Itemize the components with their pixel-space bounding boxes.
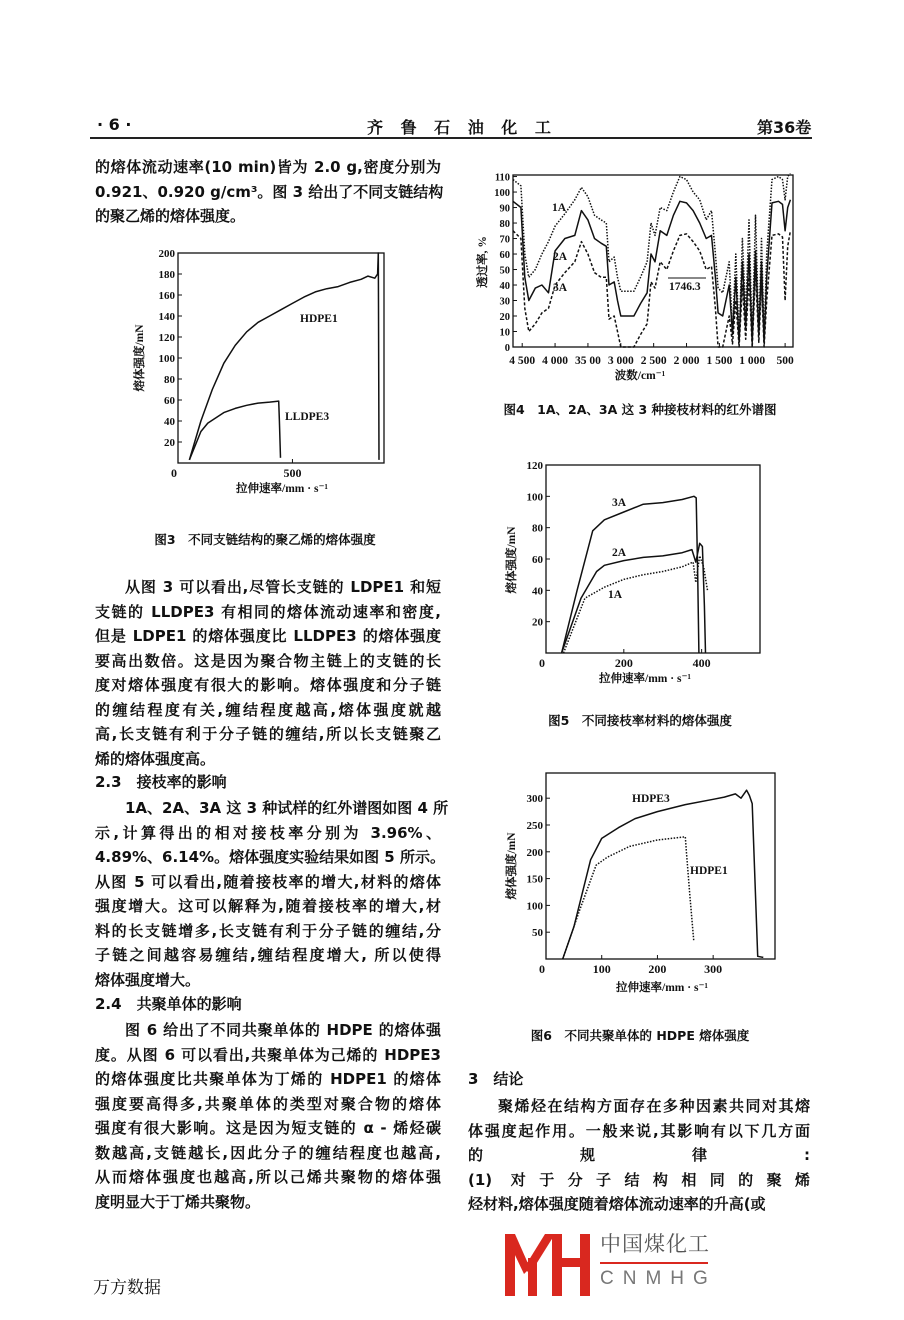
x-tick-label: 200: [614, 656, 633, 670]
y-tick-label: 110: [494, 172, 510, 184]
y-tick-label: 40: [164, 416, 175, 428]
text-line: 数越高,支链越长,因此分子的缠结程度也越高,: [95, 1143, 441, 1162]
x-tick-label: 4 000: [542, 355, 569, 367]
series-label-hdpe1: HDPE1: [300, 313, 338, 325]
x-tick-label: 500: [283, 466, 302, 480]
x-axis-label: 波数/cm⁻¹: [614, 370, 666, 382]
x-axis-label: 拉伸速率/mm · s⁻¹: [236, 483, 328, 495]
x-tick-label: 400: [692, 656, 711, 670]
y-tick-label: 120: [158, 332, 175, 344]
text-line: 但是 LDPE1 的熔体强度比 LLDPE3 的熔体强度: [95, 627, 441, 645]
text-line: 强度有很大影响。这是因为短支链的 α - 烯烃碳: [95, 1119, 441, 1137]
text-line: (1) 对于分子结构相同的聚烯: [468, 1170, 810, 1189]
series-label-hdpe3: HDPE3: [632, 793, 670, 805]
text-line: 1A、2A、3A 这 3 种试样的红外谱图如图 4 所: [125, 799, 449, 817]
text-line: 的熔体强度比共聚单体为丁烯的 HDPE1 的熔体: [95, 1070, 441, 1088]
y-axis-label: 熔体强度/mN: [506, 832, 518, 900]
series-label-2a: 2A: [553, 251, 568, 263]
x-tick-label: 0: [539, 962, 545, 976]
page-number: · 6 ·: [97, 115, 132, 134]
y-tick-label: 90: [499, 203, 510, 215]
y-tick-label: 0: [504, 343, 510, 354]
chart-figure-5: [504, 460, 760, 685]
y-tick-label: 120: [526, 460, 543, 472]
y-tick-label: 80: [499, 219, 510, 231]
y-tick-label: 50: [532, 927, 543, 940]
y-tick-label: 10: [499, 327, 510, 339]
chart-figure-6: [504, 773, 775, 994]
y-tick-label: 40: [532, 585, 543, 598]
text-line: 从图 5 可以看出,随着接枝率的增大,材料的熔体: [95, 872, 441, 891]
y-axis-label: 熔体强度/mN: [134, 324, 146, 392]
series-label-2a: 2A: [612, 547, 627, 559]
series-line-2a: [513, 200, 790, 343]
annotation-label: 1746.3: [669, 281, 701, 293]
x-tick-label: 0: [539, 656, 545, 670]
plot-frame: [178, 253, 384, 463]
figure-3-caption: 图3 不同支链结构的聚乙烯的熔体强度: [154, 532, 376, 547]
section-heading-3: 3 结论: [468, 1070, 524, 1088]
section-heading-2-4: 2.4 共聚单体的影响: [95, 995, 242, 1013]
text-line: 强度增大。这可以解释为,随着接枝率的增大,材: [95, 897, 441, 915]
text-line: 烃材料,熔体强度随着熔体流动速率的升高(或: [468, 1195, 766, 1213]
text-line: 支链的 LLDPE3 有相同的熔体流动速率和密度,: [95, 602, 441, 621]
y-tick-label: 300: [526, 793, 543, 806]
y-tick-label: 50: [499, 265, 510, 277]
x-tick-label: 35 00: [574, 355, 601, 367]
watermark-rule: [600, 1262, 708, 1264]
y-tick-label: 60: [532, 554, 543, 566]
text-line: 高,长支链有利于分子链的缠结,所以长支链聚乙: [95, 725, 441, 743]
text-line: 度。从图 6 可以看出,共聚单体为己烯的 HDPE3: [95, 1045, 441, 1064]
text-line: 从而熔体强度也越高,所以己烯共聚物的熔体强: [95, 1168, 441, 1186]
text-line: 的缠结程度有关,缠结程度越高,熔体强度就越: [95, 700, 441, 719]
y-tick-label: 200: [158, 248, 175, 260]
text-line: 料的长支链增多,长支链有利于分子链的缠结,分: [95, 921, 441, 940]
y-tick-label: 100: [158, 353, 175, 365]
footer-source: 万方数据: [93, 1278, 161, 1298]
section-heading-2-3: 2.3 接枝率的影响: [95, 773, 227, 791]
y-axis-label: 透过率, %: [477, 236, 489, 288]
y-tick-label: 30: [499, 296, 510, 308]
series-label-hdpe1: HDPE1: [690, 865, 728, 877]
series-label-1a: 1A: [608, 589, 623, 601]
y-axis-label: 熔体强度/mN: [506, 526, 518, 594]
watermark-logo: [500, 1228, 595, 1298]
y-tick-label: 100: [526, 491, 543, 504]
y-tick-label: 20: [499, 312, 510, 324]
text-line: 示,计算得出的相对接枝率分别为 3.96%、: [95, 823, 441, 842]
y-tick-label: 140: [158, 311, 175, 323]
text-line: 熔体强度增大。: [95, 970, 201, 989]
x-tick-label: 100: [592, 962, 611, 976]
y-tick-label: 250: [526, 819, 543, 832]
y-tick-label: 60: [499, 250, 510, 262]
x-tick-label: 1 500: [706, 355, 733, 367]
x-tick-label: 200: [648, 962, 667, 976]
x-tick-label: 2 500: [640, 355, 667, 367]
y-tick-label: 80: [532, 522, 543, 535]
text-line: 度对熔体强度有很大的影响。熔体强度和分子链: [95, 676, 441, 694]
y-tick-label: 60: [164, 395, 175, 407]
chart-figure-3: [132, 248, 384, 495]
x-tick-label: 500: [776, 355, 794, 367]
x-tick-label: 2 000: [673, 355, 700, 367]
series-label-3a: 3A: [612, 497, 627, 509]
series-label-1a: 1A: [552, 202, 567, 214]
y-tick-label: 180: [158, 269, 175, 281]
text-line: 的熔体流动速率(10 min)皆为 2.0 g,密度分别为: [95, 158, 441, 176]
journal-title: 齐 鲁 石 油 化 工: [367, 118, 557, 137]
text-line: 烯的熔体强度高。: [95, 749, 216, 768]
figure-4-caption: 图4 1A、2A、3A 这 3 种接枝材料的红外谱图: [503, 402, 777, 417]
watermark-cn-text: 中国煤化工: [600, 1232, 710, 1256]
figure-6-caption: 图6 不同共聚单体的 HDPE 熔体强度: [530, 1028, 750, 1043]
series-line-hdpe3: [563, 790, 764, 959]
y-tick-label: 150: [526, 873, 543, 886]
y-tick-label: 40: [499, 281, 510, 293]
series-line-lldpe3: [189, 401, 280, 460]
x-tick-label: 0: [171, 466, 177, 480]
x-tick-label: 3 000: [607, 355, 634, 367]
text-line: 从图 3 可以看出,尽管长支链的 LDPE1 和短: [125, 578, 441, 596]
text-line: 聚烯烃在结构方面存在多种因素共同对其熔: [498, 1097, 810, 1115]
plot-frame: [546, 465, 760, 653]
text-line: 的聚乙烯的熔体强度。: [95, 207, 246, 225]
text-line: 体强度起作用。一般来说,其影响有以下几方面: [468, 1121, 810, 1140]
series-line-1a: [564, 556, 708, 653]
text-line: 图 6 给出了不同共聚单体的 HDPE 的熔体强: [125, 1021, 441, 1039]
y-tick-label: 20: [532, 616, 543, 629]
text-line: 4.89%、6.14%。熔体强度实验结果如图 5 所示。: [95, 848, 445, 866]
y-tick-label: 80: [164, 374, 175, 386]
series-line-hdpe1: [189, 253, 379, 460]
x-axis-label: 拉伸速率/mm · s⁻¹: [616, 982, 708, 994]
text-line: 强度要高得多,共聚单体的类型对聚合物的熔体: [95, 1094, 441, 1113]
y-tick-label: 160: [158, 290, 175, 302]
series-line-hdpe1: [563, 837, 694, 959]
series-label-lldpe3: LLDPE3: [285, 411, 330, 423]
x-tick-label: 1 000: [739, 355, 766, 367]
y-tick-label: 70: [499, 234, 510, 246]
series-line-2a: [562, 543, 706, 653]
x-tick-label: 300: [704, 962, 723, 976]
watermark-en-text: CNMHG: [600, 1268, 717, 1289]
text-line: 要高出数倍。这是因为聚合物主链上的支链的长: [95, 651, 441, 670]
text-line: 子链之间越容易缠结,缠结程度增大, 所以使得: [95, 946, 441, 964]
text-line: 0.921、0.920 g/cm³。图 3 给出了不同支链结构: [95, 182, 444, 201]
text-line: 的规律:: [468, 1146, 810, 1164]
chart-figure-4: [475, 173, 794, 382]
x-tick-label: 4 500: [509, 355, 536, 367]
series-label-3a: 3A: [553, 282, 568, 294]
series-line-3a: [562, 496, 699, 653]
y-tick-label: 100: [494, 188, 510, 200]
y-tick-label: 20: [164, 437, 175, 449]
x-axis-label: 拉伸速率/mm · s⁻¹: [599, 673, 691, 685]
y-tick-label: 100: [526, 900, 543, 913]
volume-label: 第36卷: [757, 118, 812, 137]
figure-5-caption: 图5 不同接枝率材料的熔体强度: [548, 713, 732, 728]
y-tick-label: 200: [526, 846, 543, 859]
text-line: 度明显大于丁烯共聚物。: [95, 1192, 261, 1211]
